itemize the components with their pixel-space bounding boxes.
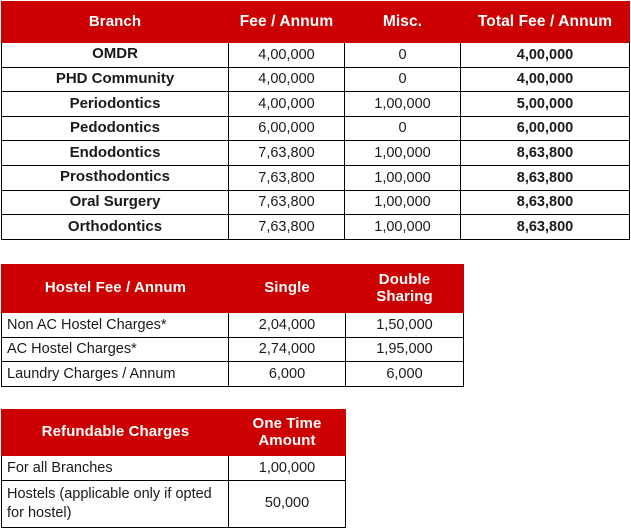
cell-hostel-label: AC Hostel Charges* <box>2 337 229 362</box>
table-row <box>2 480 346 527</box>
cell-fee: 7,63,800 <box>229 190 345 215</box>
cell-single-amount: 2,74,000 <box>229 337 346 362</box>
cell-refundable-desc: Hostels (applicable only if opted for hostel) <box>2 480 229 527</box>
table-row <box>2 165 630 190</box>
cell-branch: Endodontics <box>2 141 229 166</box>
cell-misc: 1,00,000 <box>345 92 461 117</box>
table-row <box>2 190 630 215</box>
cell-single-amount: 2,04,000 <box>229 313 346 338</box>
column-header-double-sharing: Double Sharing <box>346 265 464 313</box>
hostel-fee-table-body <box>2 313 464 387</box>
cell-refundable-amount: 1,00,000 <box>229 456 346 481</box>
table-header-row <box>2 2 630 43</box>
cell-misc: 1,00,000 <box>345 215 461 240</box>
cell-fee: 7,63,800 <box>229 215 345 240</box>
table-row <box>2 313 464 338</box>
cell-branch: Prosthodontics <box>2 165 229 190</box>
cell-total: 8,63,800 <box>461 165 630 190</box>
cell-misc: 0 <box>345 43 461 68</box>
column-header-fee: Fee / Annum <box>229 2 345 43</box>
refundable-charges-table <box>1 409 346 528</box>
cell-fee: 6,00,000 <box>229 116 345 141</box>
table-row <box>2 456 346 481</box>
refundable-table-body <box>2 456 346 528</box>
cell-branch: Periodontics <box>2 92 229 117</box>
cell-total: 6,00,000 <box>461 116 630 141</box>
table-row <box>2 116 630 141</box>
cell-branch: Oral Surgery <box>2 190 229 215</box>
cell-total: 5,00,000 <box>461 92 630 117</box>
table-row <box>2 337 464 362</box>
cell-fee: 4,00,000 <box>229 92 345 117</box>
cell-total: 4,00,000 <box>461 43 630 68</box>
cell-branch: Orthodontics <box>2 215 229 240</box>
hostel-fee-table <box>1 264 464 387</box>
cell-branch: OMDR <box>2 43 229 68</box>
cell-misc: 1,00,000 <box>345 190 461 215</box>
column-header-misc: Misc. <box>345 2 461 43</box>
refundable-table-header <box>2 410 346 456</box>
column-header-refundable-charges: Refundable Charges <box>2 410 229 456</box>
cell-misc: 0 <box>345 67 461 92</box>
cell-refundable-desc: For all Branches <box>2 456 229 481</box>
cell-fee: 4,00,000 <box>229 67 345 92</box>
branch-fee-table-body <box>2 43 630 240</box>
cell-total: 4,00,000 <box>461 67 630 92</box>
cell-fee: 7,63,800 <box>229 165 345 190</box>
cell-hostel-label: Laundry Charges / Annum <box>2 362 229 387</box>
cell-double-amount: 1,95,000 <box>346 337 464 362</box>
branch-fee-table-header <box>2 2 630 43</box>
cell-misc: 1,00,000 <box>345 141 461 166</box>
column-header-branch: Branch <box>2 2 229 43</box>
cell-refundable-amount: 50,000 <box>229 480 346 527</box>
cell-misc: 0 <box>345 116 461 141</box>
branch-fee-table <box>1 1 630 240</box>
cell-branch: PHD Community <box>2 67 229 92</box>
table-row <box>2 362 464 387</box>
cell-total: 8,63,800 <box>461 141 630 166</box>
cell-double-amount: 6,000 <box>346 362 464 387</box>
column-header-hostel-fee: Hostel Fee / Annum <box>2 265 229 313</box>
cell-fee: 7,63,800 <box>229 141 345 166</box>
cell-hostel-label: Non AC Hostel Charges* <box>2 313 229 338</box>
table-row <box>2 67 630 92</box>
table-row <box>2 43 630 68</box>
cell-double-amount: 1,50,000 <box>346 313 464 338</box>
table-row <box>2 141 630 166</box>
cell-total: 8,63,800 <box>461 215 630 240</box>
column-header-total-fee: Total Fee / Annum <box>461 2 630 43</box>
cell-branch: Pedodontics <box>2 116 229 141</box>
cell-misc: 1,00,000 <box>345 165 461 190</box>
cell-fee: 4,00,000 <box>229 43 345 68</box>
cell-total: 8,63,800 <box>461 190 630 215</box>
column-header-one-time-amount: One Time Amount <box>229 410 346 456</box>
table-header-row <box>2 410 346 456</box>
table-header-row <box>2 265 464 313</box>
hostel-fee-table-header <box>2 265 464 313</box>
table-row <box>2 215 630 240</box>
cell-single-amount: 6,000 <box>229 362 346 387</box>
table-row <box>2 92 630 117</box>
column-header-single: Single <box>229 265 346 313</box>
